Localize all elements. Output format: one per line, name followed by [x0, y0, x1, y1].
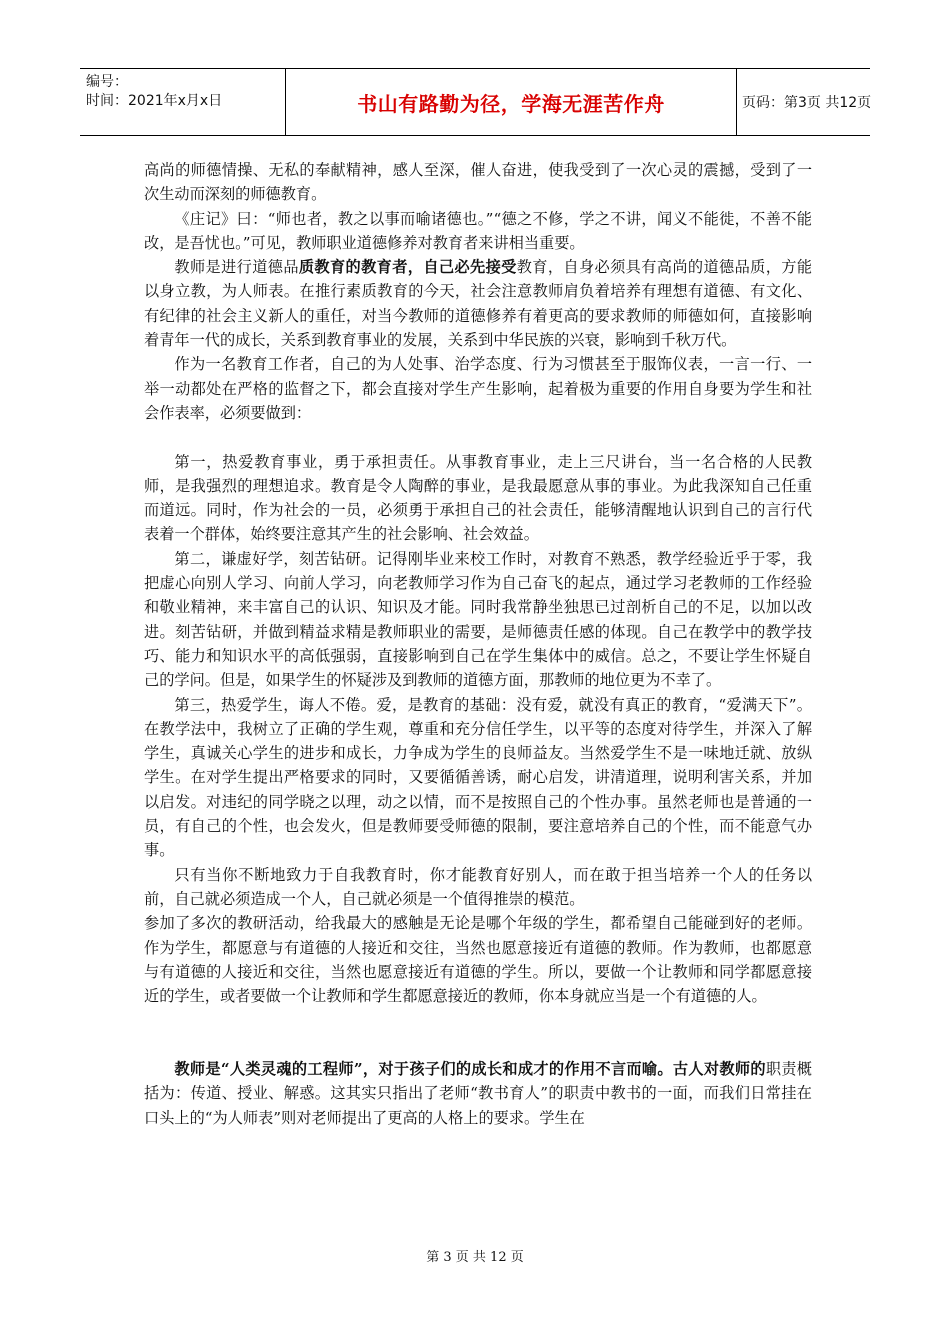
paragraph-3-start: 教师是进行道德品 [174, 258, 299, 277]
paragraph-third-point: 第三，热爱学生，诲人不倦。爱，是教育的基础：没有爱，就没有真正的教育，“爱满天下”。在教学法中，我树立了正确的学生观，尊重和充分信任学生，以平等的态度对待学生，并深入了解学生，真诚关心学生的进步和成长，力争成为学生的良师益友。当然爱学生不是一味地迁就、放纵学生。在对学生提出严格要求的同时，又要循循善诱，耐心启发，讲清道理，说明利害关系，并加以启发。对违纪的同学晓之以理，动之以情，而不是按照自己的个性办事。虽然老师也是普通的一员，有自己的个性，也会发火，但是教师要受师德的限制，要注意培养自己的个性，而不能意气办事。 [144, 695, 812, 860]
document-body [144, 158, 812, 1130]
paragraph-teacher-role-bold: 教师是“人类灵魂的工程师”，对于孩子们的成长和成才的作用不言而喻。古人对教师的 [174, 1059, 766, 1078]
page-footer: 第 3 页 共 12 页 [426, 1250, 524, 1265]
paragraph-4: 作为一名教育工作者，自己的为人处事、治学态度、行为习惯甚至于服饰仪表，一言一行、一举一动都处在严格的监督之下，都会直接对学生产生影响，起着极为重要的作用自身要为学生和社会作表率，必须要做到： [144, 355, 812, 422]
paragraph-3-bold: 质教育的教育者，自己必先接受 [298, 258, 517, 277]
paragraph-teacher-role [144, 1057, 812, 1130]
header-motto-cell [285, 69, 737, 135]
header-page-number: 页码：第3页 共12页 [742, 95, 872, 111]
paragraph-self-education: 只有当你不断地致力于自我教育时，你才能教育好别人，而在敢于担当培养一个人的任务以前，自己就必须造成一个人，自己就必须是一个值得推崇的模范。 [144, 865, 812, 908]
paragraph-3 [144, 255, 812, 352]
blank-line [144, 425, 812, 449]
paragraph-2: 《庄记》曰：“师也者，教之以事而喻诸德也。”“德之不修，学之不讲，闻义不能徙，不善不能改，是吾忧也。”可见，教师职业道德修养对教育者来讲相当重要。 [144, 209, 812, 252]
blank-lines [144, 1008, 812, 1057]
header-page-cell [742, 69, 870, 135]
header-motto: 书山有路勤为径，学海无涯苦作舟 [357, 91, 665, 116]
paragraph-1: 高尚的师德情操、无私的奉献精神，感人至深，催人奋进，使我受到了一次心灵的震撼，受到了一次生动而深刻的师德教育。 [144, 161, 812, 204]
page-header [80, 68, 870, 136]
paragraph-second-point: 第二，谦虚好学，刻苦钻研。记得刚毕业来校工作时，对教育不熟悉，教学经验近乎于零，我把虚心向别人学习、向前人学习，向老教师学习作为自己奋飞的起点，通过学习老教师的工作经验和敬业精神，来丰富自己的认识、知识及才能。同时我常静坐独思已过剖析自己的不足，以加以改进。刻苦钻研，并做到精益求精是教师职业的需要，是师德责任感的体现。自己在教学中的教学技巧、能力和知识水平的高低强弱，直接影响到自己在学生集体中的威信。总之，不要让学生怀疑自己的学问。但是，如果学生的怀疑涉及到教师的道德方面，那教师的地位更为不幸了。 [144, 549, 812, 690]
document-number-label: 编号： [86, 74, 128, 90]
document-date-label: 时间：2021年x月x日 [86, 93, 223, 109]
paragraph-first-point: 第一，热爱教育事业，勇于承担责任。从事教育事业，走上三尺讲台，当一名合格的人民教师，是我强烈的理想追求。教育是令人陶醉的事业，是我最愿意从事的事业。为此我深知自己任重而道远。同时，作为社会的一员，必须勇于承担自己的社会责任，能够清醒地认识到自己的言行代表着一个群体，始终要注意其产生的社会影响、社会效益。 [144, 452, 812, 544]
header-meta-cell [80, 69, 280, 135]
paragraph-teacher-role-text: 职责概括为：传道、授业、解惑。这其实只指出了老师“教书育人”的职责中教书的一面，而我们日常挂在口头上的“为人师表”则对老师提出了更高的人格上的要求。学生在 [144, 1059, 812, 1127]
paragraph-research-activity: 参加了多次的教研活动，给我最大的感触是无论是哪个年级的学生，都希望自己能碰到好的老师。作为学生，都愿意与有道德的人接近和交往，当然也愿意接近有道德的教师。作为教师，也都愿意与有道德的人接近和交往，当然也愿意接近有道德的学生。所以，要做一个让教师和同学都愿意接近的学生，或者要做一个让教师和学生都愿意接近的教师，你本身就应当是一个有道德的人。 [144, 914, 812, 1006]
paragraph-3-end: 教育，自身必须具有高尚的道德品质，方能以身立教，为人师表。在推行素质教育的今天，社会注意教师肩负着培养有理想有道德、有文化、有纪律的社会主义新人的重任，对当今教师的道德修养有着更高的要求教师的师德如何，直接影响着青年一代的成长，关系到教育事业的发展，关系到中华民族的兴衰，影响到千秋万代。 [144, 258, 813, 350]
